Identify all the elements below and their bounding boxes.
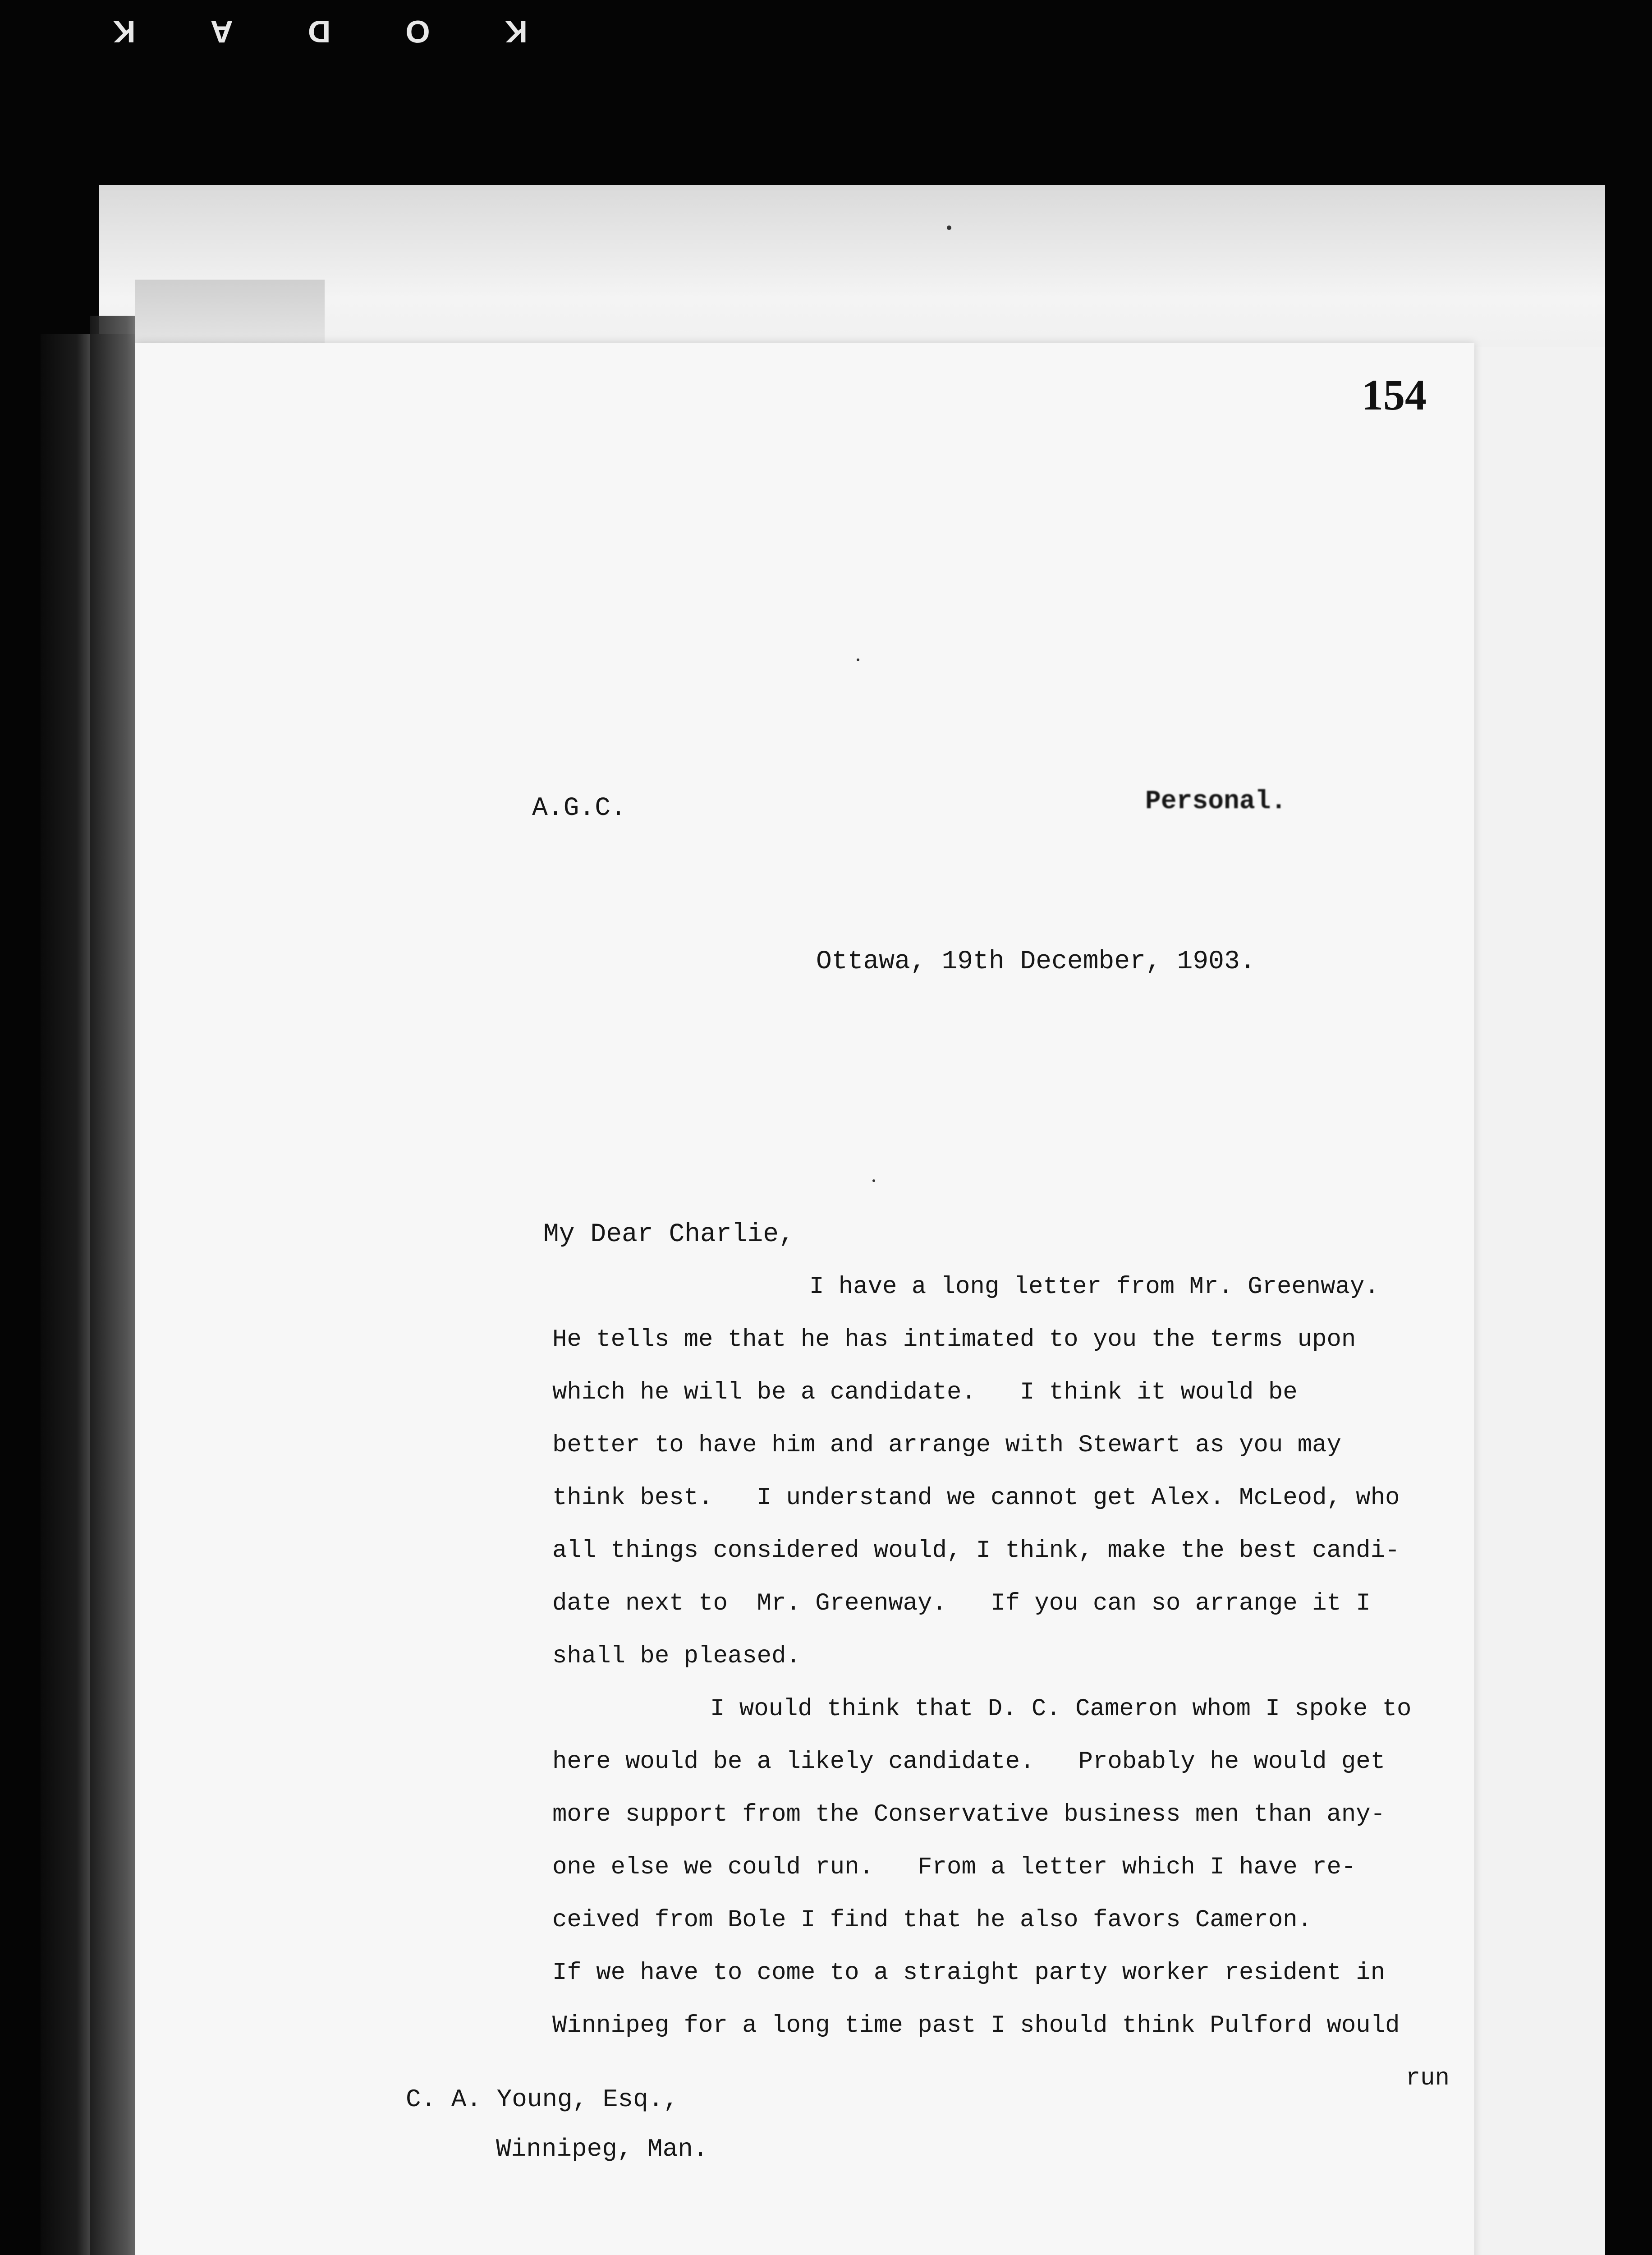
body-line: Winnipeg for a long time past I should think Pulford would xyxy=(552,2012,1400,2039)
film-edge-letter: A xyxy=(210,14,233,49)
letter-body xyxy=(552,1261,1454,2105)
body-line: ceived from Bole I find that he also favors Cameron. xyxy=(552,1906,1312,1934)
letter-initials: A.G.C. xyxy=(532,794,626,823)
film-edge-brand xyxy=(113,9,528,54)
addressee-block xyxy=(406,2075,708,2174)
body-line: better to have him and arrange with Stewart as you may xyxy=(552,1431,1341,1459)
body-line: He tells me that he has intimated to you the terms upon xyxy=(552,1326,1356,1353)
film-speck xyxy=(857,658,859,661)
film-speck xyxy=(947,226,951,230)
body-line: date next to Mr. Greenway. If you can so arrange it I xyxy=(552,1590,1371,1617)
body-line: I would think that D. C. Cameron whom I spoke to xyxy=(710,1695,1412,1723)
body-line: If we have to come to a straight party worker resident in xyxy=(552,1959,1386,1987)
body-line: more support from the Conservative business men than any- xyxy=(552,1801,1386,1828)
body-line: shall be pleased. xyxy=(552,1643,801,1670)
film-edge-letter: D xyxy=(307,14,331,49)
letter-salutation: My Dear Charlie, xyxy=(543,1220,794,1249)
body-line: here would be a likely candidate. Probably he would get xyxy=(552,1748,1386,1776)
film-edge-letter: O xyxy=(405,14,430,49)
film-edge-letter: K xyxy=(113,14,136,49)
body-line: one else we could run. From a letter which I have re- xyxy=(552,1854,1356,1881)
letter-dateline: Ottawa, 19th December, 1903. xyxy=(816,947,1256,976)
body-line: run xyxy=(1405,2065,1450,2092)
body-line: I have a long letter from Mr. Greenway. xyxy=(809,1273,1379,1301)
film-edge-letter: K xyxy=(505,14,528,49)
body-line: think best. I understand we cannot get Alex. McLeod, who xyxy=(552,1484,1400,1512)
body-line: which he will be a candidate. I think it would be xyxy=(552,1379,1298,1406)
backing-sheet-top-shade xyxy=(99,185,1605,347)
addressee-city: Winnipeg, Man. xyxy=(496,2135,708,2163)
film-speck xyxy=(872,1179,875,1182)
addressee-name: C. A. Young, Esq., xyxy=(406,2085,679,2114)
page-number: 154 xyxy=(1362,371,1427,419)
letter-marking: Personal. xyxy=(1145,787,1287,816)
body-line: all things considered would, I think, make the best candi- xyxy=(552,1537,1400,1565)
